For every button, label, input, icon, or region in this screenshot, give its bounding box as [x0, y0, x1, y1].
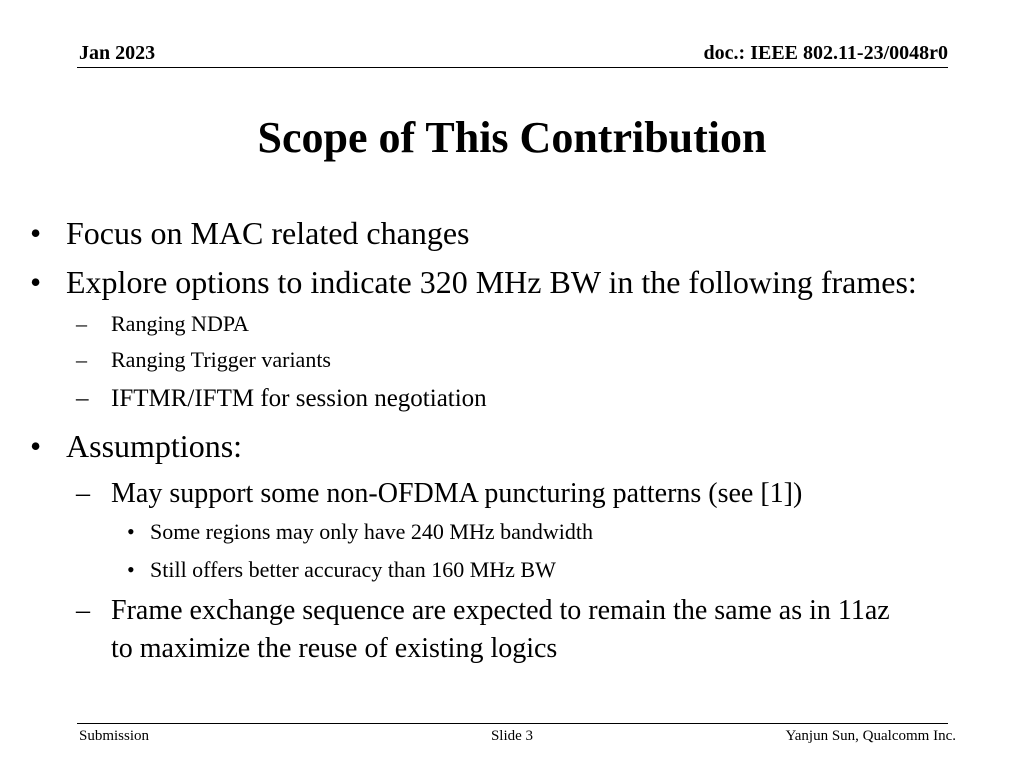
dash-mark: – — [76, 347, 87, 372]
bullet-focus: Focus on MAC related changes — [66, 215, 470, 251]
sub-puncturing: May support some non-OFDMA puncturing patterns (see [1]) — [111, 478, 803, 509]
footer-slide-number: Slide 3 — [490, 728, 534, 744]
sub-ranging-trigger: Ranging Trigger variants — [111, 347, 331, 372]
footer-rule — [77, 723, 948, 724]
bullet-dot: • — [30, 215, 42, 251]
dash-mark: – — [76, 478, 90, 509]
slide-title: Scope of This Contribution — [257, 113, 767, 162]
sub-sub-240mhz: Some regions may only have 240 MHz bandwidth — [150, 519, 593, 544]
bullet-explore: Explore options to indicate 320 MHz BW in the following frames: — [66, 264, 917, 300]
sub-sub-accuracy: Still offers better accuracy than 160 MHz BW — [150, 557, 556, 582]
footer-author: Yanjun Sun, Qualcomm Inc. — [785, 728, 956, 744]
sub-iftmr: IFTMR/IFTM for session negotiation — [111, 385, 487, 412]
bullet-dot: • — [30, 264, 42, 300]
dash-mark: – — [76, 385, 89, 412]
bullet-dot: • — [30, 428, 42, 464]
sub-ranging-ndpa: Ranging NDPA — [111, 311, 249, 336]
dash-mark: – — [76, 595, 90, 626]
bullet-dot-small: • — [127, 557, 135, 582]
header-date: Jan 2023 — [79, 42, 156, 64]
sub-frame-exchange-line2: to maximize the reuse of existing logics — [111, 633, 558, 664]
bullet-assumptions: Assumptions: — [66, 428, 243, 464]
footer-submission: Submission — [79, 728, 150, 744]
header-doc-id: doc.: IEEE 802.11-23/0048r0 — [703, 42, 948, 64]
sub-frame-exchange-line1: Frame exchange sequence are expected to remain the same as in 11az — [111, 595, 890, 626]
header-rule — [77, 67, 948, 68]
dash-mark: – — [76, 311, 87, 336]
bullet-dot-small: • — [127, 519, 135, 544]
